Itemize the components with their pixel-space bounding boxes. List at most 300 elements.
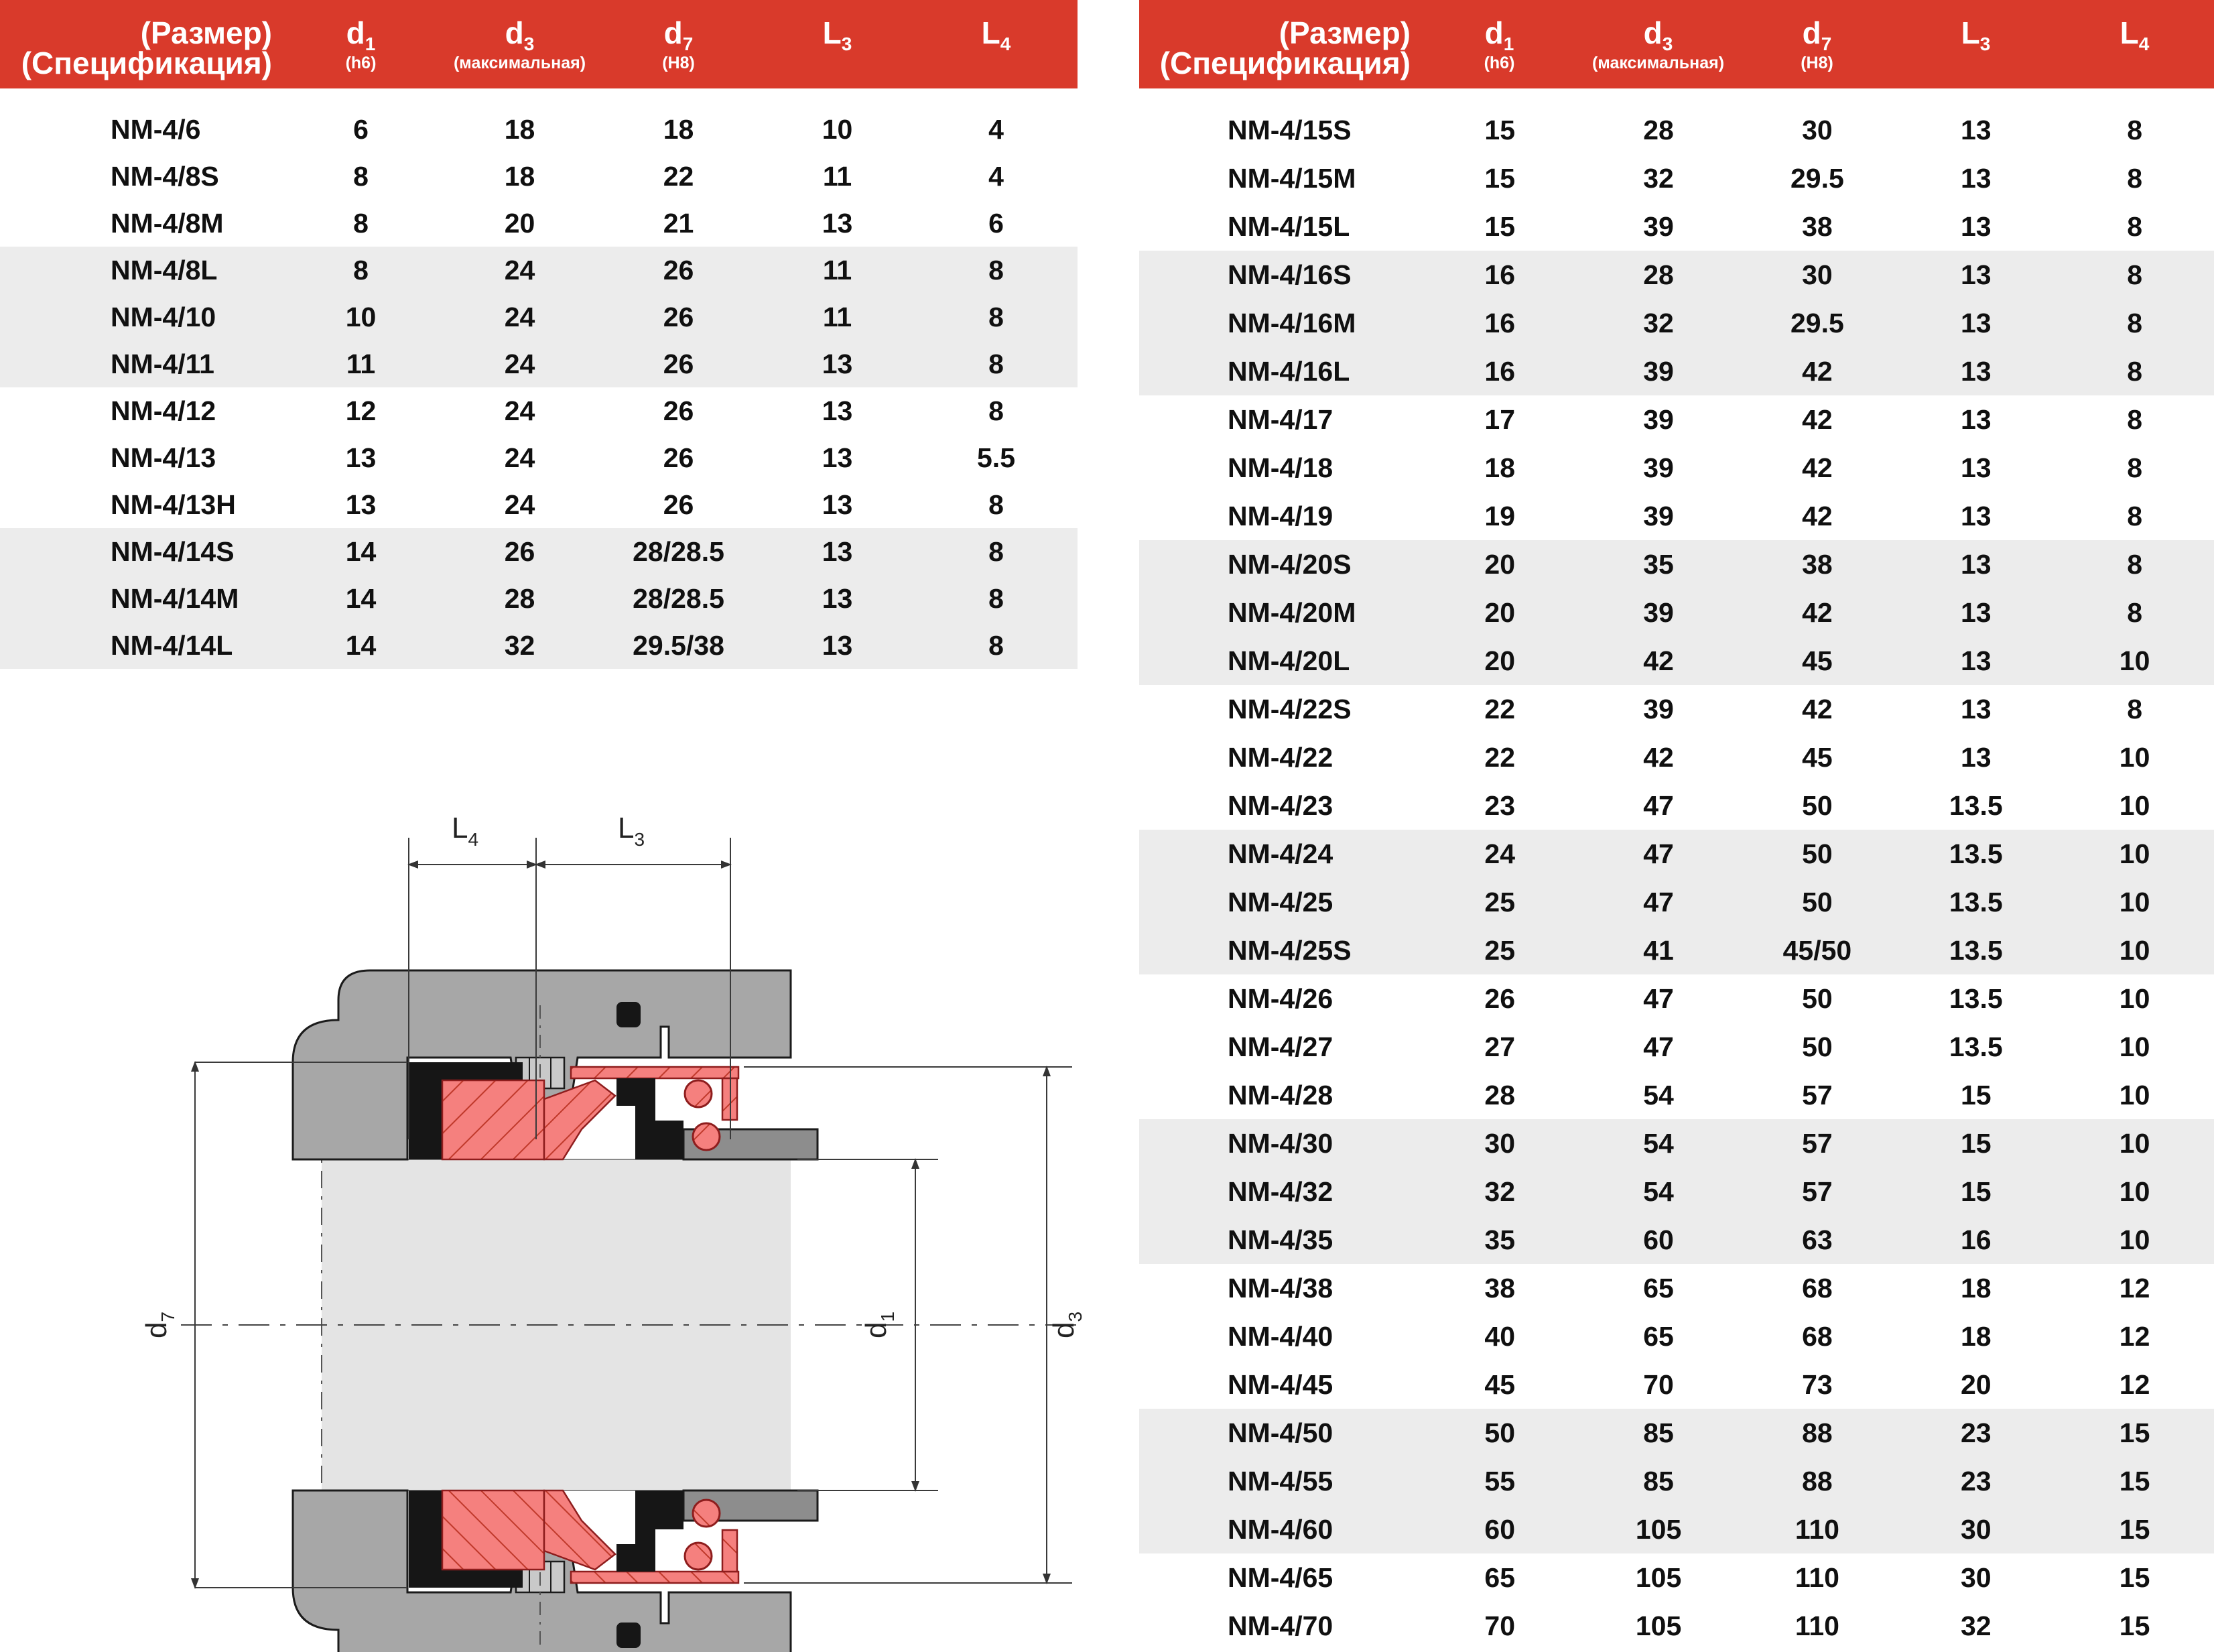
L4-value: 10 bbox=[2119, 789, 2150, 821]
model-name: NM-4/20L bbox=[1228, 645, 1350, 676]
left-spec-table bbox=[0, 0, 1078, 669]
d7-value: 30 bbox=[1802, 259, 1833, 290]
L3-value: 13 bbox=[1960, 645, 1992, 676]
d1-value: 40 bbox=[1484, 1320, 1516, 1352]
model-name: NM-4/12 bbox=[111, 395, 216, 426]
d1-value: 30 bbox=[1484, 1127, 1516, 1159]
dimension-column-header: $d_7$ (H8) bbox=[662, 15, 695, 72]
model-name: NM-4/28 bbox=[1228, 1079, 1333, 1110]
L4-value: 12 bbox=[2119, 1369, 2150, 1400]
table-row bbox=[0, 434, 1078, 481]
d3-value: 39 bbox=[1643, 355, 1674, 387]
d3-value: 47 bbox=[1643, 838, 1674, 869]
dimension-column-header: $d_3$ (максимальная) bbox=[1591, 15, 1725, 72]
d1-value: 20 bbox=[1484, 596, 1516, 628]
model-name: NM-4/23 bbox=[1228, 789, 1333, 821]
d7-value: 50 bbox=[1802, 982, 1833, 1014]
d1-value: 13 bbox=[345, 442, 377, 473]
spring-plate bbox=[571, 1067, 738, 1078]
L4-value: 10 bbox=[2119, 645, 2150, 676]
L4-value: 10 bbox=[2119, 886, 2150, 917]
spring-coil bbox=[685, 1080, 712, 1107]
table-row bbox=[1139, 251, 2214, 299]
d7-value: 42 bbox=[1802, 355, 1833, 387]
L3-value: 18 bbox=[1960, 1320, 1992, 1352]
model-name: NM-4/70 bbox=[1228, 1610, 1333, 1641]
table-row bbox=[1139, 588, 2214, 637]
d3-value: 65 bbox=[1643, 1272, 1674, 1304]
L3-value: 13 bbox=[1960, 259, 1992, 290]
d3-value: 28 bbox=[1643, 114, 1674, 145]
table-row bbox=[1139, 1553, 2214, 1602]
d3-value: 65 bbox=[1643, 1320, 1674, 1352]
L3-value: 13 bbox=[822, 489, 853, 520]
model-name: NM-4/14S bbox=[111, 535, 235, 567]
model-name: NM-4/8S bbox=[111, 160, 219, 192]
d3-value: 28 bbox=[504, 582, 535, 614]
table-row bbox=[0, 294, 1078, 340]
model-name: NM-4/20M bbox=[1228, 596, 1356, 628]
d7-value: 88 bbox=[1802, 1417, 1833, 1448]
d1-value: 12 bbox=[345, 395, 377, 426]
model-name: NM-4/15S bbox=[1228, 114, 1352, 145]
d7-value: 63 bbox=[1802, 1224, 1833, 1255]
table-row bbox=[0, 575, 1078, 622]
model-name: NM-4/15L bbox=[1228, 210, 1350, 242]
model-name: NM-4/55 bbox=[1228, 1465, 1333, 1497]
d3-value: 24 bbox=[504, 395, 535, 426]
table-row bbox=[1139, 1360, 2214, 1409]
d3-value: 54 bbox=[1643, 1176, 1674, 1207]
d1-value: 10 bbox=[345, 301, 377, 332]
L3-value: 13 bbox=[1960, 500, 1992, 531]
table-row bbox=[1139, 1023, 2214, 1071]
L4-value: 8 bbox=[2127, 596, 2142, 628]
L4-value: 15 bbox=[2119, 1562, 2150, 1593]
L3-value: 13.5 bbox=[1949, 934, 2003, 966]
table-row bbox=[0, 340, 1078, 387]
d3-value: 20 bbox=[504, 207, 535, 239]
d7-value: 50 bbox=[1802, 1031, 1833, 1062]
d3-value: 26 bbox=[504, 535, 535, 567]
L4-value: 10 bbox=[2119, 1224, 2150, 1255]
right-table-header bbox=[1139, 0, 2214, 88]
d1-value: 50 bbox=[1484, 1417, 1516, 1448]
L4-value: 8 bbox=[2127, 403, 2142, 435]
model-name: NM-4/22S bbox=[1228, 693, 1352, 724]
L3-value: 23 bbox=[1960, 1417, 1992, 1448]
table-row bbox=[1139, 733, 2214, 781]
d1-value: 13 bbox=[345, 489, 377, 520]
model-name: NM-4/25S bbox=[1228, 934, 1352, 966]
d3-value: 32 bbox=[1643, 162, 1674, 194]
header-size-label: (Размер) bbox=[1279, 15, 1411, 50]
dimension-column-header: $L_4$ bbox=[981, 15, 1011, 55]
rubber-bellows bbox=[616, 1078, 683, 1159]
d1-value: 8 bbox=[353, 254, 369, 285]
o-ring bbox=[616, 1002, 641, 1027]
table-row bbox=[1139, 1409, 2214, 1457]
d1-value: 38 bbox=[1484, 1272, 1516, 1304]
L3-value: 13.5 bbox=[1949, 886, 2003, 917]
d3-value: 47 bbox=[1643, 1031, 1674, 1062]
L4-value: 15 bbox=[2119, 1513, 2150, 1545]
d3-label: $d_3$ bbox=[1047, 1311, 1086, 1339]
table-row bbox=[1139, 492, 2214, 540]
table-row bbox=[0, 481, 1078, 528]
seal-cross-section-diagram bbox=[0, 737, 1086, 1652]
d3-value: 47 bbox=[1643, 886, 1674, 917]
L4-value: 10 bbox=[2119, 1079, 2150, 1110]
model-name: NM-4/25 bbox=[1228, 886, 1333, 917]
d1-value: 14 bbox=[345, 582, 377, 614]
d7-value: 45/50 bbox=[1782, 934, 1852, 966]
d3-value: 70 bbox=[1643, 1369, 1674, 1400]
L3-value: 13 bbox=[822, 348, 853, 379]
L3-value: 32 bbox=[1960, 1610, 1992, 1641]
model-name: NM-4/35 bbox=[1228, 1224, 1333, 1255]
d1-value: 20 bbox=[1484, 645, 1516, 676]
d7-value: 68 bbox=[1802, 1320, 1833, 1352]
header-spec-label: (Спецификация) bbox=[21, 46, 272, 80]
table-row bbox=[1139, 926, 2214, 974]
d7-value: 26 bbox=[663, 254, 694, 285]
L3-value: 13 bbox=[822, 395, 853, 426]
model-name: NM-4/24 bbox=[1228, 838, 1333, 869]
L3-value: 11 bbox=[822, 160, 852, 192]
L4-value: 8 bbox=[988, 348, 1004, 379]
d7-value: 42 bbox=[1802, 500, 1833, 531]
L4-value: 12 bbox=[2119, 1320, 2150, 1352]
d3-value: 85 bbox=[1643, 1465, 1674, 1497]
d1-value: 20 bbox=[1484, 548, 1516, 580]
d1-value: 70 bbox=[1484, 1610, 1516, 1641]
model-name: NM-4/16M bbox=[1228, 307, 1356, 338]
table-row bbox=[1139, 637, 2214, 685]
table-row bbox=[1139, 685, 2214, 733]
model-name: NM-4/19 bbox=[1228, 500, 1333, 531]
table-row bbox=[1139, 878, 2214, 926]
d7-value: 50 bbox=[1802, 886, 1833, 917]
table-row bbox=[1139, 1216, 2214, 1264]
table-row bbox=[1139, 1071, 2214, 1119]
L4-value: 10 bbox=[2119, 1127, 2150, 1159]
model-name: NM-4/15M bbox=[1228, 162, 1356, 194]
L4-value: 8 bbox=[2127, 355, 2142, 387]
d3-value: 24 bbox=[504, 442, 535, 473]
gland-assembly-bottom bbox=[293, 1490, 818, 1652]
d3-value: 35 bbox=[1643, 548, 1674, 580]
dimension-column-header: $d_1$ (h6) bbox=[1484, 15, 1515, 72]
d7-value: 110 bbox=[1795, 1610, 1839, 1641]
model-name: NM-4/27 bbox=[1228, 1031, 1333, 1062]
d7-value: 88 bbox=[1802, 1465, 1833, 1497]
d3-value: 18 bbox=[504, 113, 535, 145]
d3-value: 42 bbox=[1643, 645, 1674, 676]
d3-value: 60 bbox=[1643, 1224, 1674, 1255]
table-row bbox=[1139, 1457, 2214, 1505]
d3-value: 39 bbox=[1643, 210, 1674, 242]
L4-value: 10 bbox=[2119, 1031, 2150, 1062]
L3-value: 30 bbox=[1960, 1513, 1992, 1545]
L4-value: 8 bbox=[2127, 452, 2142, 483]
table-row bbox=[0, 528, 1078, 575]
model-name: NM-4/8M bbox=[111, 207, 224, 239]
d3-value: 39 bbox=[1643, 596, 1674, 628]
d1-value: 8 bbox=[353, 160, 369, 192]
L3-value: 23 bbox=[1960, 1465, 1992, 1497]
d1-value: 19 bbox=[1484, 500, 1516, 531]
dimension-column-header: $d_1$ (h6) bbox=[345, 15, 377, 72]
d7-value: 57 bbox=[1802, 1079, 1833, 1110]
L3-value: 15 bbox=[1960, 1127, 1992, 1159]
L4-value: 8 bbox=[988, 395, 1004, 426]
L3-value: 13 bbox=[1960, 596, 1992, 628]
d3-value: 24 bbox=[504, 489, 535, 520]
dimension-column-header: $L_4$ bbox=[2120, 15, 2150, 55]
left-header-columns bbox=[281, 11, 1076, 88]
L3-value: 13.5 bbox=[1949, 838, 2003, 869]
table-row bbox=[0, 387, 1078, 434]
L3-value: 13 bbox=[1960, 210, 1992, 242]
L4-value: 12 bbox=[2119, 1272, 2150, 1304]
L4-value: 6 bbox=[988, 207, 1004, 239]
table-row bbox=[1139, 395, 2214, 444]
model-name: NM-4/26 bbox=[1228, 982, 1333, 1014]
d7-value: 110 bbox=[1795, 1562, 1839, 1593]
L3-value: 13 bbox=[1960, 548, 1992, 580]
d1-value: 27 bbox=[1484, 1031, 1516, 1062]
L3-label: $L_3$ bbox=[617, 812, 645, 850]
L4-value: 8 bbox=[2127, 307, 2142, 338]
d1-value: 24 bbox=[1484, 838, 1516, 869]
d1-value: 22 bbox=[1484, 693, 1516, 724]
model-name: NM-4/11 bbox=[111, 348, 214, 379]
L3-value: 30 bbox=[1960, 1562, 1992, 1593]
d3-value: 39 bbox=[1643, 693, 1674, 724]
d1-value: 17 bbox=[1484, 403, 1516, 435]
d1-value: 45 bbox=[1484, 1369, 1516, 1400]
size-spec-column-header bbox=[0, 11, 281, 88]
L3-value: 13 bbox=[1960, 355, 1992, 387]
d3-value: 41 bbox=[1643, 934, 1674, 966]
d3-value: 39 bbox=[1643, 500, 1674, 531]
table-row bbox=[0, 247, 1078, 294]
d1-value: 60 bbox=[1484, 1513, 1516, 1545]
L3-value: 13.5 bbox=[1949, 1031, 2003, 1062]
model-name: NM-4/13 bbox=[111, 442, 216, 473]
model-name: NM-4/22 bbox=[1228, 741, 1333, 773]
table-row bbox=[1139, 830, 2214, 878]
d3-value: 39 bbox=[1643, 403, 1674, 435]
model-name: NM-4/50 bbox=[1228, 1417, 1333, 1448]
L4-value: 8 bbox=[988, 301, 1004, 332]
dimension-column-header: $d_7$ (H8) bbox=[1801, 15, 1833, 72]
dimension-column-header: $L_3$ bbox=[1961, 15, 1991, 55]
L3-value: 13 bbox=[1960, 162, 1992, 194]
d7-value: 42 bbox=[1802, 403, 1833, 435]
d1-value: 8 bbox=[353, 207, 369, 239]
d3-value: 54 bbox=[1643, 1127, 1674, 1159]
d1-value: 32 bbox=[1484, 1176, 1516, 1207]
d7-value: 30 bbox=[1802, 114, 1833, 145]
model-name: NM-4/8L bbox=[111, 254, 218, 285]
table-row bbox=[1139, 106, 2214, 154]
model-name: NM-4/17 bbox=[1228, 403, 1333, 435]
table-row bbox=[1139, 1167, 2214, 1216]
d7-value: 26 bbox=[663, 442, 694, 473]
L4-value: 8 bbox=[988, 582, 1004, 614]
d7-label: $d_7$ bbox=[140, 1311, 178, 1339]
L4-value: 8 bbox=[2127, 500, 2142, 531]
L3-value: 11 bbox=[822, 254, 852, 285]
d7-value: 21 bbox=[663, 207, 694, 239]
d7-value: 50 bbox=[1802, 789, 1833, 821]
model-name: NM-4/32 bbox=[1228, 1176, 1333, 1207]
L4-value: 8 bbox=[2127, 114, 2142, 145]
model-name: NM-4/18 bbox=[1228, 452, 1333, 483]
d1-value: 65 bbox=[1484, 1562, 1516, 1593]
L3-value: 13 bbox=[1960, 693, 1992, 724]
L3-value: 13 bbox=[822, 442, 853, 473]
d3-value: 42 bbox=[1643, 741, 1674, 773]
model-name: NM-4/16L bbox=[1228, 355, 1350, 387]
d7-value: 29.5 bbox=[1790, 307, 1844, 338]
table-row bbox=[1139, 540, 2214, 588]
table-row bbox=[1139, 1505, 2214, 1553]
d3-value: 32 bbox=[1643, 307, 1674, 338]
L3-value: 13 bbox=[1960, 741, 1992, 773]
L3-value: 16 bbox=[1960, 1224, 1992, 1255]
L3-value: 13.5 bbox=[1949, 789, 2003, 821]
L3-value: 15 bbox=[1960, 1079, 1992, 1110]
d3-value: 85 bbox=[1643, 1417, 1674, 1448]
L4-value: 10 bbox=[2119, 1176, 2150, 1207]
d1-label: $d_1$ bbox=[860, 1311, 898, 1339]
d7-value: 26 bbox=[663, 489, 694, 520]
table-row bbox=[1139, 202, 2214, 251]
d7-value: 42 bbox=[1802, 693, 1833, 724]
L4-value: 8 bbox=[2127, 259, 2142, 290]
gland-assembly-top bbox=[293, 970, 818, 1159]
L4-value: 8 bbox=[2127, 210, 2142, 242]
header-size-label: (Размер) bbox=[140, 15, 272, 50]
d1-value: 15 bbox=[1484, 210, 1516, 242]
d1-value: 14 bbox=[345, 535, 377, 567]
d7-value: 18 bbox=[663, 113, 694, 145]
L3-value: 13 bbox=[1960, 403, 1992, 435]
d3-value: 28 bbox=[1643, 259, 1674, 290]
d7-value: 42 bbox=[1802, 452, 1833, 483]
d7-value: 57 bbox=[1802, 1176, 1833, 1207]
left-table-body bbox=[0, 88, 1078, 669]
d3-value: 39 bbox=[1643, 452, 1674, 483]
d1-value: 15 bbox=[1484, 114, 1516, 145]
d1-value: 16 bbox=[1484, 259, 1516, 290]
d1-value: 16 bbox=[1484, 307, 1516, 338]
L4-value: 10 bbox=[2119, 934, 2150, 966]
d1-value: 11 bbox=[346, 348, 376, 379]
table-row bbox=[0, 106, 1078, 153]
L4-value: 8 bbox=[988, 629, 1004, 661]
L3-value: 13 bbox=[822, 207, 853, 239]
d7-value: 26 bbox=[663, 348, 694, 379]
L4-value: 8 bbox=[2127, 548, 2142, 580]
size-spec-column-header bbox=[1139, 11, 1420, 88]
model-name: NM-4/60 bbox=[1228, 1513, 1333, 1545]
L4-value: 8 bbox=[2127, 693, 2142, 724]
right-header-columns bbox=[1420, 11, 2214, 88]
dimension-column-header: $L_3$ bbox=[822, 15, 852, 55]
model-name: NM-4/6 bbox=[111, 113, 201, 145]
left-table-header bbox=[0, 0, 1078, 88]
d3-value: 54 bbox=[1643, 1079, 1674, 1110]
right-spec-table bbox=[1139, 0, 2214, 1650]
d1-value: 14 bbox=[345, 629, 377, 661]
model-name: NM-4/14L bbox=[111, 629, 233, 661]
L4-value: 4 bbox=[988, 160, 1004, 192]
L3-value: 13.5 bbox=[1949, 982, 2003, 1014]
d1-value: 22 bbox=[1484, 741, 1516, 773]
model-name: NM-4/20S bbox=[1228, 548, 1352, 580]
table-row bbox=[1139, 1312, 2214, 1360]
L3-value: 13 bbox=[1960, 114, 1992, 145]
L4-value: 8 bbox=[988, 535, 1004, 567]
L3-value: 11 bbox=[822, 301, 852, 332]
L4-label: $L_4$ bbox=[451, 812, 479, 850]
dimension-column-header: $d_3$ (максимальная) bbox=[453, 15, 586, 72]
spring-coil bbox=[693, 1123, 720, 1150]
L3-value: 13 bbox=[822, 582, 853, 614]
L3-value: 10 bbox=[822, 113, 853, 145]
L4-value: 8 bbox=[2127, 162, 2142, 194]
d3-value: 47 bbox=[1643, 982, 1674, 1014]
table-row bbox=[0, 200, 1078, 247]
d7-value: 22 bbox=[663, 160, 694, 192]
header-spec-label: (Спецификация) bbox=[1159, 46, 1411, 80]
model-name: NM-4/45 bbox=[1228, 1369, 1333, 1400]
d7-value: 45 bbox=[1802, 645, 1833, 676]
d1-value: 16 bbox=[1484, 355, 1516, 387]
L3-value: 13 bbox=[822, 535, 853, 567]
d7-value: 28/28.5 bbox=[633, 535, 724, 567]
model-name: NM-4/40 bbox=[1228, 1320, 1333, 1352]
table-row bbox=[1139, 444, 2214, 492]
model-name: NM-4/30 bbox=[1228, 1127, 1333, 1159]
d1-value: 55 bbox=[1484, 1465, 1516, 1497]
L3-value: 18 bbox=[1960, 1272, 1992, 1304]
L3-value: 20 bbox=[1960, 1369, 1992, 1400]
L3-value: 13 bbox=[1960, 307, 1992, 338]
d1-value: 28 bbox=[1484, 1079, 1516, 1110]
d3-value: 24 bbox=[504, 254, 535, 285]
model-name: NM-4/38 bbox=[1228, 1272, 1333, 1304]
d1-value: 25 bbox=[1484, 886, 1516, 917]
model-name: NM-4/14M bbox=[111, 582, 239, 614]
d3-value: 32 bbox=[504, 629, 535, 661]
d7-value: 73 bbox=[1802, 1369, 1833, 1400]
d7-value: 50 bbox=[1802, 838, 1833, 869]
d3-value: 105 bbox=[1635, 1513, 1682, 1545]
L4-value: 15 bbox=[2119, 1465, 2150, 1497]
d7-value: 38 bbox=[1802, 548, 1833, 580]
d1-value: 18 bbox=[1484, 452, 1516, 483]
table-row bbox=[0, 622, 1078, 669]
seal-face bbox=[442, 1080, 544, 1159]
d3-value: 24 bbox=[504, 348, 535, 379]
table-row bbox=[1139, 974, 2214, 1023]
d3-value: 105 bbox=[1635, 1610, 1682, 1641]
